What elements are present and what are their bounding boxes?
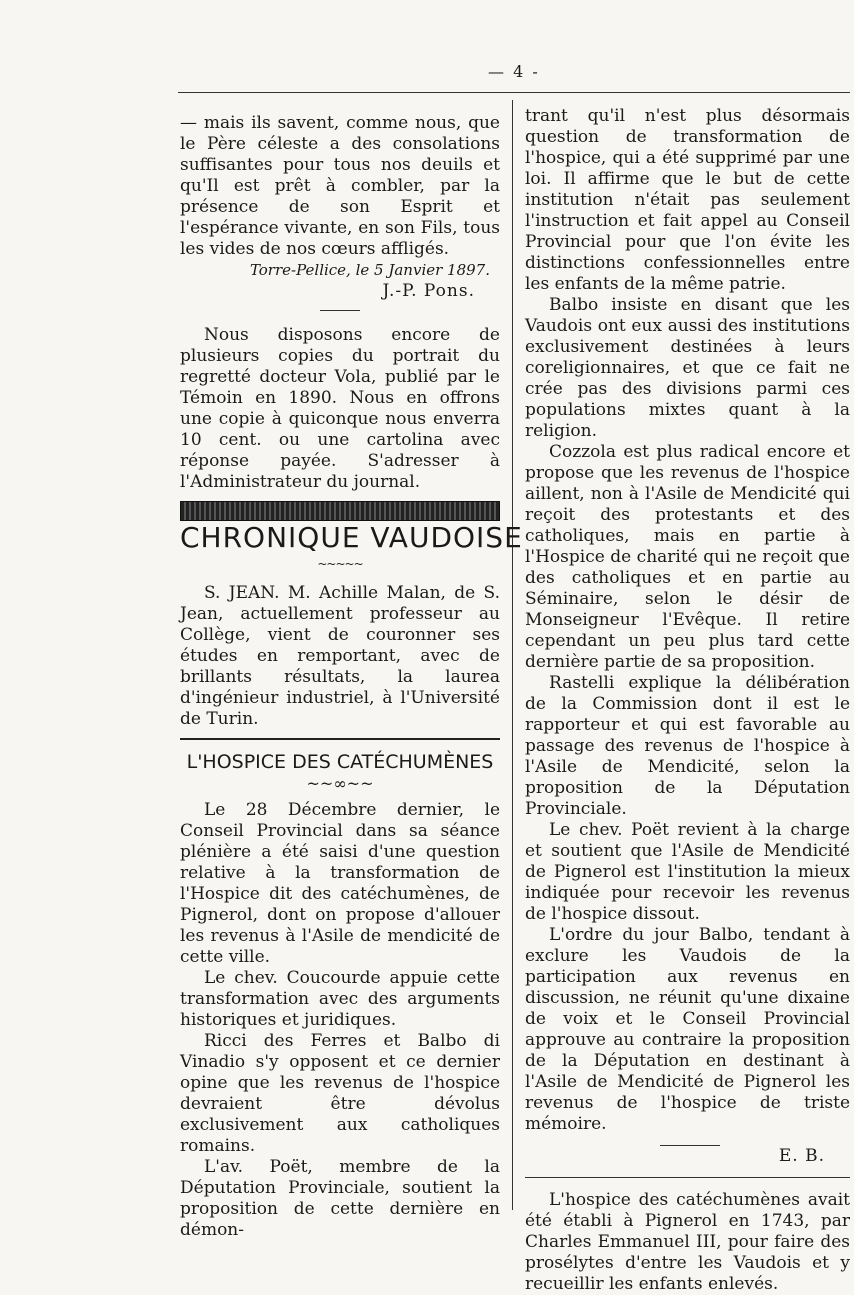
letter-date: Torre-Pellice, le 5 Janvier 1897.	[249, 261, 490, 279]
article-paragraph: Balbo insiste en disant que les Vaudois ont eux aussi des institutions exclusivement destinées à leurs coreligionnaires, et que ce fait ne crée pas des divisions parmi ces populations mixtes quant à la religion.	[525, 295, 850, 441]
article-initials: E. B.	[778, 1146, 825, 1166]
page-number: — 4 -	[488, 62, 540, 81]
section-band	[180, 501, 500, 521]
article-paragraph: Cozzola est plus radical encore et propose que les revenus de l'hospice aillent, non à l'Asile de Mendicité qui reçoit des protestants et des catholiques, mais en partie à l'Hospice de charité qui ne reçoit que des catholiques et en partie au Séminaire, selon le désir de Monseigneur l'Evêque. Il retire cependant un peu plus tard cette dernière partie de sa proposition.	[525, 442, 850, 672]
article-paragraph: trant qu'il n'est plus désormais question de transformation de l'hospice, qui a été supprimé par une loi. Il affirme que le but de cette institution n'était pas seulement l'instruction et fait appel au Conseil Provincial pour que l'on évite les distinctions confessionnelles entre les enfants de la même patrie.	[525, 106, 850, 294]
article-paragraph: Le chev. Coucourde appuie cette transformation avec des arguments historiques et juridiques.	[180, 968, 500, 1030]
article-paragraph: L'av. Poët, membre de la Députation Provinciale, soutient la proposition de cette dernière en démon-	[180, 1157, 500, 1240]
column-divider	[512, 100, 513, 1210]
closing-paragraph: — mais ils savent, comme nous, que le Père céleste a des consolations suffisantes pour tous nos deuils et qu'Il est prêt à combler, par la présence de son Esprit et l'espérance vivante, en son Fils, tous les vides de nos cœurs affligés.	[180, 113, 500, 259]
article-paragraph: Ricci des Ferres et Balbo di Vinadio s'y opposent et ce dernier opine que les revenus de l'hospice devraient être dévolus exclusivement aux catholiques romains.	[180, 1031, 500, 1156]
article-title: L'HOSPICE DES CATÉCHUMÈNES	[186, 751, 494, 773]
separator	[180, 738, 500, 740]
portrait-notice: Nous disposons encore de plusieurs copies du portrait du regretté docteur Vola, publié par le Témoin en 1890. Nous en offrons une copie à quiconque nous enverra 10 cent. ou une cartolina avec réponse payée. S'adresser à l'Administrateur du journal.	[180, 325, 500, 492]
article-paragraph: Le chev. Poët revient à la charge et soutient que l'Asile de Mendicité de Pignerol est l'institution la mieux indiquée pour recevoir les revenus de l'hospice dissout.	[525, 820, 850, 924]
news-item-sjean: S. JEAN. M. Achille Malan, de S. Jean, actuellement professeur au Collège, vient de couronner ses études en remportant, avec de brillants résultats, la laurea d'ingénieur industriel, à l'Université de Turin.	[180, 583, 500, 729]
article-paragraph: Rastelli explique la délibération de la Commission dont il est le rapporteur et qui est favorable au passage des revenus de l'hospice à l'Asile de Mendicité, selon la proposition de la Députation Provinciale.	[525, 673, 850, 819]
article-note: L'hospice des catéchumènes avait été établi à Pignerol en 1743, par Charles Emmanuel III, pour faire des prosélytes d'entre les Vaudois et y recueillir les enfants enlevés.	[525, 1190, 850, 1294]
ornament: ~~~~~	[317, 557, 363, 571]
letter-signature: J.-P. Pons.	[382, 281, 475, 301]
article-paragraph: Le 28 Décembre dernier, le Conseil Provincial dans sa séance plénière a été saisi d'une question relative à la transformation de l'Hospice dit des catéchumènes, de Pignerol, dont on propose d'allouer les revenus à l'Asile de mendicité de cette ville.	[180, 800, 500, 967]
left-column	[180, 113, 523, 1241]
separator	[320, 310, 360, 311]
header-rule	[178, 92, 850, 93]
right-column	[525, 106, 850, 1295]
section-title: CHRONIQUE VAUDOISE	[180, 521, 523, 554]
separator	[525, 1177, 850, 1178]
ornament: ~~∞~~	[306, 774, 374, 793]
article-paragraph: L'ordre du jour Balbo, tendant à exclure les Vaudois de la participation aux revenus en discussion, ne réunit qu'une dixaine de voix et le Conseil Provincial approuve au contraire la proposition de la Députation en destinant à l'Asile de Mendicité de Pignerol les revenus de l'hospice de triste mémoire.	[525, 925, 850, 1134]
